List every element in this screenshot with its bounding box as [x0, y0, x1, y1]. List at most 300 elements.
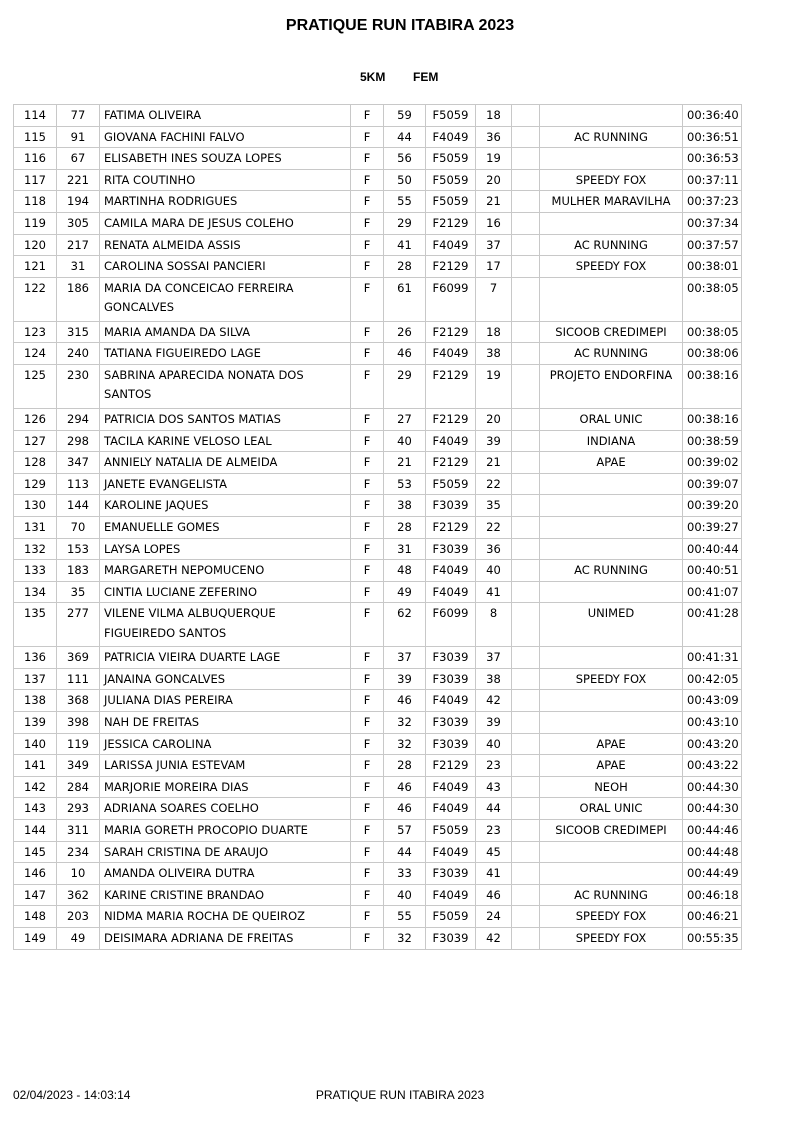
- time-cell: 00:38:16: [683, 408, 742, 430]
- age-cell: 55: [384, 906, 426, 928]
- team-cell: PROJETO ENDORFINA: [540, 364, 683, 408]
- blank-cell: [512, 560, 540, 582]
- category-position-cell: 38: [476, 668, 512, 690]
- sex-cell: F: [351, 733, 384, 755]
- category-cell: F5059: [426, 473, 476, 495]
- team-cell: [540, 690, 683, 712]
- athlete-name-cell: RENATA ALMEIDA ASSIS: [100, 234, 351, 256]
- team-cell: [540, 148, 683, 170]
- table-row: [14, 364, 742, 408]
- table-row: [14, 798, 742, 820]
- position-cell: 134: [14, 581, 57, 603]
- table-row: [14, 105, 742, 127]
- category-position-cell: 40: [476, 733, 512, 755]
- age-cell: 46: [384, 798, 426, 820]
- time-cell: 00:55:35: [683, 928, 742, 950]
- blank-cell: [512, 126, 540, 148]
- athlete-name-cell: LAYSA LOPES: [100, 538, 351, 560]
- bib-cell: 294: [57, 408, 100, 430]
- team-cell: AC RUNNING: [540, 560, 683, 582]
- bib-cell: 194: [57, 191, 100, 213]
- sex-cell: F: [351, 234, 384, 256]
- time-cell: 00:36:51: [683, 126, 742, 148]
- table-row: [14, 712, 742, 734]
- time-cell: 00:46:21: [683, 906, 742, 928]
- bib-cell: 362: [57, 884, 100, 906]
- time-cell: 00:41:31: [683, 647, 742, 669]
- category-position-cell: 20: [476, 408, 512, 430]
- category-cell: F4049: [426, 343, 476, 365]
- time-cell: 00:38:05: [683, 321, 742, 343]
- bib-cell: 49: [57, 928, 100, 950]
- position-cell: 133: [14, 560, 57, 582]
- category-cell: F3039: [426, 863, 476, 885]
- team-cell: SPEEDY FOX: [540, 928, 683, 950]
- blank-cell: [512, 277, 540, 321]
- time-cell: 00:38:01: [683, 256, 742, 278]
- team-cell: [540, 516, 683, 538]
- time-cell: 00:39:20: [683, 495, 742, 517]
- sex-cell: F: [351, 776, 384, 798]
- team-cell: [540, 841, 683, 863]
- category-position-cell: 37: [476, 234, 512, 256]
- category-cell: F2129: [426, 755, 476, 777]
- category-position-cell: 41: [476, 581, 512, 603]
- position-cell: 115: [14, 126, 57, 148]
- category-position-cell: 38: [476, 343, 512, 365]
- team-cell: [540, 712, 683, 734]
- category-cell: F4049: [426, 126, 476, 148]
- blank-cell: [512, 776, 540, 798]
- category-position-cell: 16: [476, 212, 512, 234]
- age-cell: 62: [384, 603, 426, 647]
- athlete-name-cell: TATIANA FIGUEIREDO LAGE: [100, 343, 351, 365]
- bib-cell: 311: [57, 820, 100, 842]
- sex-cell: F: [351, 712, 384, 734]
- age-cell: 49: [384, 581, 426, 603]
- team-cell: ORAL UNIC: [540, 798, 683, 820]
- position-cell: 130: [14, 495, 57, 517]
- category-position-cell: 42: [476, 690, 512, 712]
- bib-cell: 349: [57, 755, 100, 777]
- age-cell: 55: [384, 191, 426, 213]
- age-cell: 31: [384, 538, 426, 560]
- age-cell: 26: [384, 321, 426, 343]
- time-cell: 00:37:34: [683, 212, 742, 234]
- table-row: [14, 126, 742, 148]
- athlete-name-cell: MARGARETH NEPOMUCENO: [100, 560, 351, 582]
- age-cell: 53: [384, 473, 426, 495]
- athlete-name-cell: ANNIELY NATALIA DE ALMEIDA: [100, 452, 351, 474]
- athlete-name-cell: CAMILA MARA DE JESUS COLEHO: [100, 212, 351, 234]
- table-row: [14, 277, 742, 321]
- athlete-name-cell: RITA COUTINHO: [100, 169, 351, 191]
- distance-label: 5KM: [360, 70, 386, 84]
- team-cell: [540, 277, 683, 321]
- position-cell: 143: [14, 798, 57, 820]
- category-cell: F4049: [426, 798, 476, 820]
- bib-cell: 144: [57, 495, 100, 517]
- category-position-cell: 23: [476, 820, 512, 842]
- category-position-cell: 18: [476, 105, 512, 127]
- sex-cell: F: [351, 105, 384, 127]
- category-position-cell: 18: [476, 321, 512, 343]
- sex-cell: F: [351, 321, 384, 343]
- time-cell: 00:39:02: [683, 452, 742, 474]
- team-cell: AC RUNNING: [540, 126, 683, 148]
- time-cell: 00:42:05: [683, 668, 742, 690]
- position-cell: 118: [14, 191, 57, 213]
- position-cell: 126: [14, 408, 57, 430]
- athlete-name-cell: AMANDA OLIVEIRA DUTRA: [100, 863, 351, 885]
- sex-cell: F: [351, 928, 384, 950]
- time-cell: 00:44:30: [683, 798, 742, 820]
- age-cell: 37: [384, 647, 426, 669]
- table-row: [14, 560, 742, 582]
- sex-cell: F: [351, 212, 384, 234]
- team-cell: [540, 863, 683, 885]
- position-cell: 125: [14, 364, 57, 408]
- results-table: [13, 104, 742, 950]
- athlete-name-cell: JULIANA DIAS PEREIRA: [100, 690, 351, 712]
- blank-cell: [512, 863, 540, 885]
- table-row: [14, 191, 742, 213]
- team-cell: [540, 495, 683, 517]
- time-cell: 00:41:28: [683, 603, 742, 647]
- athlete-name-cell: MARIA DA CONCEICAO FERREIRA GONCALVES: [100, 277, 351, 321]
- table-row: [14, 234, 742, 256]
- position-cell: 127: [14, 430, 57, 452]
- team-cell: AC RUNNING: [540, 884, 683, 906]
- time-cell: 00:43:10: [683, 712, 742, 734]
- table-row: [14, 408, 742, 430]
- bib-cell: 186: [57, 277, 100, 321]
- position-cell: 117: [14, 169, 57, 191]
- age-cell: 39: [384, 668, 426, 690]
- race-subheading: [0, 70, 800, 86]
- time-cell: 00:46:18: [683, 884, 742, 906]
- blank-cell: [512, 364, 540, 408]
- athlete-name-cell: EMANUELLE GOMES: [100, 516, 351, 538]
- time-cell: 00:44:46: [683, 820, 742, 842]
- athlete-name-cell: ELISABETH INES SOUZA LOPES: [100, 148, 351, 170]
- blank-cell: [512, 343, 540, 365]
- footer-event-name: PRATIQUE RUN ITABIRA 2023: [315, 1088, 485, 1102]
- time-cell: 00:37:11: [683, 169, 742, 191]
- sex-cell: F: [351, 516, 384, 538]
- sex-cell: F: [351, 906, 384, 928]
- table-row: [14, 343, 742, 365]
- table-row: [14, 928, 742, 950]
- blank-cell: [512, 105, 540, 127]
- athlete-name-cell: SABRINA APARECIDA NONATA DOS SANTOS: [100, 364, 351, 408]
- team-cell: SICOOB CREDIMEPI: [540, 321, 683, 343]
- table-row: [14, 212, 742, 234]
- category-position-cell: 37: [476, 647, 512, 669]
- age-cell: 46: [384, 776, 426, 798]
- bib-cell: 10: [57, 863, 100, 885]
- athlete-name-cell: MARIA AMANDA DA SILVA: [100, 321, 351, 343]
- sex-cell: F: [351, 690, 384, 712]
- athlete-name-cell: JANETE EVANGELISTA: [100, 473, 351, 495]
- category-cell: F6099: [426, 603, 476, 647]
- category-cell: F5059: [426, 906, 476, 928]
- team-cell: [540, 473, 683, 495]
- age-cell: 48: [384, 560, 426, 582]
- team-cell: [540, 581, 683, 603]
- blank-cell: [512, 841, 540, 863]
- sex-cell: F: [351, 408, 384, 430]
- blank-cell: [512, 712, 540, 734]
- table-row: [14, 256, 742, 278]
- blank-cell: [512, 452, 540, 474]
- team-cell: MULHER MARAVILHA: [540, 191, 683, 213]
- bib-cell: 111: [57, 668, 100, 690]
- sex-cell: F: [351, 538, 384, 560]
- age-cell: 29: [384, 364, 426, 408]
- category-cell: F2129: [426, 256, 476, 278]
- time-cell: 00:44:48: [683, 841, 742, 863]
- table-row: [14, 668, 742, 690]
- category-cell: F4049: [426, 560, 476, 582]
- blank-cell: [512, 668, 540, 690]
- sex-cell: F: [351, 148, 384, 170]
- table-row: [14, 776, 742, 798]
- category-label: FEM: [413, 70, 439, 84]
- blank-cell: [512, 603, 540, 647]
- table-row: [14, 647, 742, 669]
- position-cell: 123: [14, 321, 57, 343]
- blank-cell: [512, 408, 540, 430]
- time-cell: 00:38:06: [683, 343, 742, 365]
- athlete-name-cell: MARJORIE MOREIRA DIAS: [100, 776, 351, 798]
- bib-cell: 183: [57, 560, 100, 582]
- sex-cell: F: [351, 647, 384, 669]
- age-cell: 61: [384, 277, 426, 321]
- athlete-name-cell: DEISIMARA ADRIANA DE FREITAS: [100, 928, 351, 950]
- time-cell: 00:38:16: [683, 364, 742, 408]
- sex-cell: F: [351, 603, 384, 647]
- category-cell: F3039: [426, 733, 476, 755]
- age-cell: 28: [384, 516, 426, 538]
- age-cell: 56: [384, 148, 426, 170]
- blank-cell: [512, 473, 540, 495]
- sex-cell: F: [351, 277, 384, 321]
- table-row: [14, 516, 742, 538]
- sex-cell: F: [351, 798, 384, 820]
- athlete-name-cell: VILENE VILMA ALBUQUERQUE FIGUEIREDO SANTOS: [100, 603, 351, 647]
- table-row: [14, 906, 742, 928]
- bib-cell: 153: [57, 538, 100, 560]
- position-cell: 135: [14, 603, 57, 647]
- blank-cell: [512, 906, 540, 928]
- athlete-name-cell: JESSICA CAROLINA: [100, 733, 351, 755]
- category-cell: F2129: [426, 364, 476, 408]
- age-cell: 59: [384, 105, 426, 127]
- position-cell: 140: [14, 733, 57, 755]
- team-cell: NEOH: [540, 776, 683, 798]
- category-position-cell: 35: [476, 495, 512, 517]
- athlete-name-cell: TACILA KARINE VELOSO LEAL: [100, 430, 351, 452]
- position-cell: 136: [14, 647, 57, 669]
- category-position-cell: 40: [476, 560, 512, 582]
- category-cell: F5059: [426, 191, 476, 213]
- table-row: [14, 603, 742, 647]
- category-cell: F2129: [426, 212, 476, 234]
- category-cell: F6099: [426, 277, 476, 321]
- sex-cell: F: [351, 841, 384, 863]
- age-cell: 38: [384, 495, 426, 517]
- blank-cell: [512, 169, 540, 191]
- category-cell: F5059: [426, 169, 476, 191]
- bib-cell: 234: [57, 841, 100, 863]
- category-cell: F2129: [426, 408, 476, 430]
- category-cell: F4049: [426, 430, 476, 452]
- position-cell: 145: [14, 841, 57, 863]
- position-cell: 120: [14, 234, 57, 256]
- category-position-cell: 19: [476, 148, 512, 170]
- blank-cell: [512, 755, 540, 777]
- category-position-cell: 44: [476, 798, 512, 820]
- category-position-cell: 46: [476, 884, 512, 906]
- bib-cell: 298: [57, 430, 100, 452]
- sex-cell: F: [351, 755, 384, 777]
- team-cell: SPEEDY FOX: [540, 169, 683, 191]
- age-cell: 50: [384, 169, 426, 191]
- team-cell: AC RUNNING: [540, 234, 683, 256]
- sex-cell: F: [351, 364, 384, 408]
- sex-cell: F: [351, 820, 384, 842]
- category-position-cell: 39: [476, 430, 512, 452]
- bib-cell: 35: [57, 581, 100, 603]
- time-cell: 00:36:53: [683, 148, 742, 170]
- table-row: [14, 430, 742, 452]
- category-position-cell: 21: [476, 191, 512, 213]
- age-cell: 29: [384, 212, 426, 234]
- bib-cell: 230: [57, 364, 100, 408]
- time-cell: 00:39:27: [683, 516, 742, 538]
- category-cell: F3039: [426, 495, 476, 517]
- position-cell: 137: [14, 668, 57, 690]
- bib-cell: 77: [57, 105, 100, 127]
- time-cell: 00:43:20: [683, 733, 742, 755]
- table-row: [14, 452, 742, 474]
- blank-cell: [512, 234, 540, 256]
- table-row: [14, 581, 742, 603]
- athlete-name-cell: LARISSA JUNIA ESTEVAM: [100, 755, 351, 777]
- age-cell: 33: [384, 863, 426, 885]
- table-row: [14, 863, 742, 885]
- table-row: [14, 733, 742, 755]
- sex-cell: F: [351, 668, 384, 690]
- category-position-cell: 8: [476, 603, 512, 647]
- bib-cell: 284: [57, 776, 100, 798]
- team-cell: SICOOB CREDIMEPI: [540, 820, 683, 842]
- athlete-name-cell: SARAH CRISTINA DE ARAUJO: [100, 841, 351, 863]
- table-row: [14, 690, 742, 712]
- category-cell: F2129: [426, 452, 476, 474]
- blank-cell: [512, 538, 540, 560]
- athlete-name-cell: NIDMA MARIA ROCHA DE QUEIROZ: [100, 906, 351, 928]
- category-position-cell: 19: [476, 364, 512, 408]
- results-body: [14, 105, 742, 950]
- bib-cell: 315: [57, 321, 100, 343]
- blank-cell: [512, 430, 540, 452]
- bib-cell: 31: [57, 256, 100, 278]
- sex-cell: F: [351, 169, 384, 191]
- athlete-name-cell: MARIA GORETH PROCOPIO DUARTE: [100, 820, 351, 842]
- table-row: [14, 148, 742, 170]
- table-row: [14, 820, 742, 842]
- category-position-cell: 17: [476, 256, 512, 278]
- table-row: [14, 169, 742, 191]
- table-row: [14, 884, 742, 906]
- team-cell: UNIMED: [540, 603, 683, 647]
- team-cell: SPEEDY FOX: [540, 668, 683, 690]
- bib-cell: 368: [57, 690, 100, 712]
- position-cell: 128: [14, 452, 57, 474]
- time-cell: 00:36:40: [683, 105, 742, 127]
- position-cell: 124: [14, 343, 57, 365]
- age-cell: 28: [384, 256, 426, 278]
- page-title: PRATIQUE RUN ITABIRA 2023: [285, 17, 515, 34]
- position-cell: 121: [14, 256, 57, 278]
- position-cell: 148: [14, 906, 57, 928]
- team-cell: ORAL UNIC: [540, 408, 683, 430]
- time-cell: 00:37:57: [683, 234, 742, 256]
- sex-cell: F: [351, 560, 384, 582]
- bib-cell: 70: [57, 516, 100, 538]
- blank-cell: [512, 690, 540, 712]
- athlete-name-cell: CINTIA LUCIANE ZEFERINO: [100, 581, 351, 603]
- category-cell: F4049: [426, 841, 476, 863]
- athlete-name-cell: NAH DE FREITAS: [100, 712, 351, 734]
- table-row: [14, 841, 742, 863]
- blank-cell: [512, 820, 540, 842]
- bib-cell: 221: [57, 169, 100, 191]
- athlete-name-cell: KAROLINE JAQUES: [100, 495, 351, 517]
- bib-cell: 113: [57, 473, 100, 495]
- table-row: [14, 495, 742, 517]
- category-position-cell: 45: [476, 841, 512, 863]
- team-cell: APAE: [540, 733, 683, 755]
- category-cell: F4049: [426, 234, 476, 256]
- age-cell: 27: [384, 408, 426, 430]
- category-cell: F4049: [426, 884, 476, 906]
- athlete-name-cell: MARTINHA RODRIGUES: [100, 191, 351, 213]
- blank-cell: [512, 928, 540, 950]
- position-cell: 131: [14, 516, 57, 538]
- blank-cell: [512, 647, 540, 669]
- bib-cell: 240: [57, 343, 100, 365]
- time-cell: 00:38:59: [683, 430, 742, 452]
- sex-cell: F: [351, 473, 384, 495]
- sex-cell: F: [351, 126, 384, 148]
- category-cell: F3039: [426, 712, 476, 734]
- sex-cell: F: [351, 495, 384, 517]
- position-cell: 138: [14, 690, 57, 712]
- category-cell: F3039: [426, 668, 476, 690]
- team-cell: APAE: [540, 755, 683, 777]
- position-cell: 116: [14, 148, 57, 170]
- blank-cell: [512, 581, 540, 603]
- team-cell: [540, 105, 683, 127]
- age-cell: 57: [384, 820, 426, 842]
- time-cell: 00:40:51: [683, 560, 742, 582]
- position-cell: 132: [14, 538, 57, 560]
- position-cell: 114: [14, 105, 57, 127]
- team-cell: INDIANA: [540, 430, 683, 452]
